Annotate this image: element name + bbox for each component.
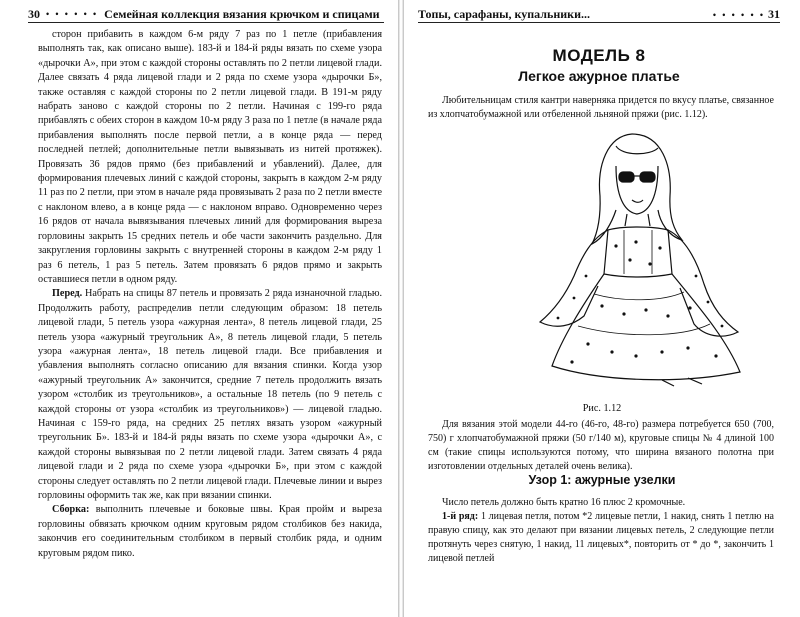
model-title: МОДЕЛЬ 8 [552, 46, 646, 65]
assembly-text: выполнить плечевые и боковые швы. Края пройм и выреза горловины обвязать крючком одним круговым рядом столбиков без накида, закончив его соединительным столбиком в первый столбик ряда, и одним круговым рядом пико. [38, 504, 382, 559]
paragraph-front [38, 287, 382, 503]
right-header-title: Топы, сарафаны, купальники... [418, 6, 590, 21]
paragraph-assembly [38, 503, 382, 561]
row-1 [428, 510, 774, 566]
row-1-label: 1-й ряд: [442, 511, 479, 522]
left-header-title: Семейная коллекция вязания крючком и спицами [104, 6, 380, 21]
front-label: Перед. [52, 288, 83, 300]
assembly-label: Сборка: [52, 504, 90, 516]
front-text: Набрать на спицы 87 петель и провязать 2 ряда изнаночной гладью. Продолжить работу, распределив петли следующим образом: 18 петель лицевой глади, 5 петель узора «ажурная лента», 8 петель лицевой глади, 25 петель узора «ажурный треугольник А», 8 петель лицевой глади, 5 петель узора «ажурная лента», 18 петель лицевой глади. Все прибавления и убавления выполнять согласно описанию для вязания спинки. Когда узор «ажурный треугольник А» закончится, средние 7 петель продолжить вязать узором «столбик из треугольников», а остальные 18 петель (по 9 петель с каждой стороны от узора «столбик из треугольников») — лицевой гладью. Начиная с 159-го ряда, на средних 25 петлях вязать узором «ажурный треугольник Б». 183-й и 184-й ряды вязать по схеме узора «дырочки А», с каждой стороны вывязывая по 2 петли лицевой глади. Затем связать 4 ряда лицевой глади и 2 ряда по схеме узора «дырочки Б», при этом с каждой стороны следует оставлять по 2 петли лицевой глади. Плечевые линии и вырез горловины оформить так же, как при вязании спинки. [38, 288, 382, 501]
stitch-count: Число петель должно быть кратно 16 плюс 2 кромочные. [442, 497, 686, 508]
left-running-head [28, 6, 384, 23]
left-page [0, 0, 398, 617]
right-page-number: 31 [768, 6, 780, 21]
left-page-number: 30 [28, 6, 40, 21]
left-body-text [38, 28, 382, 561]
paragraph-back-continued: сторон прибавить в каждом 6-м ряду 7 раз по 1 петле (прибавления выполнять так, как описано выше). 183-й и 184-й ряды вязать по схеме узора «дырочки А», при этом с каждой стороны оставлять по 2 петли лицевой глади. Далее связать 4 ряда лицевой глади и 2 ряда по схеме узора «дырочки Б», также оставляя с каждой стороны по 2 петли лицевой глади. В 191-м ряду набрать заново с каждой стороны по 2 петли. Начиная с 199-го ряда прибавлять с обеих сторон в каждом 10-м ряду 3 раза по 1 петле (в начале ряда прибавления выполнять после первой петли, а в конце ряда — перед последней петлей; дополнительные петли вывязывать из нитей протяжек). Провязать 36 рядов прямо (без прибавлений и убавлений). Далее, для формирования плечевых линий с каждой стороны, закрыть в каждом 2-м ряду 11 раз по 2 петли, при этом в начале ряда провязывать 2 раза по 2 петли вместе с наклоном влево, а в конце ряда — с наклоном вправо. Одновременно через 16 рядов от начала вывязывания плечевых линий для формирования выреза горловины закрыть 15 средних петель и обе части закончить раздельно. Для закругления горловины закрыть с внутренней стороны в каждом 2-м ряду 1 раз 6 петель, 1 раз 5 петель. Затем провязать 6 рядов прямо и закрыть оставшиеся петли в одном ряду. [38, 29, 382, 285]
dress-illustration [512, 126, 762, 388]
right-header-right [713, 7, 780, 22]
model-intro: Любительницам стиля кантри наверняка придется по вкусу платье, связанное из хлопчатобумажной или отбеленной льняной пряжи (рис. 1.12). [428, 95, 774, 120]
right-running-head [418, 6, 780, 23]
materials-paragraph: Для вязания этой модели 44-го (46-го, 48-го) размера потребуется 650 (700, 750) г хлопчатобумажной пряжи (50 г/140 м), круговые спицы № 4 длиной 100 см (такие спицы используются потому, что ширина вязаного полотна при изготовлении отдельных деталей очень велика). [428, 419, 774, 472]
figure-caption: Рис. 1.12 [582, 403, 622, 414]
row-1-text: 1 лицевая петля, потом *2 лицевые петли, 1 накид, снять 1 петлю на правую спицу, как это делают при вязании лицевых петель, 2 следующие петли протянуть через снятую, 1 накид, 11 лицевых*, повторить от * до *, закончить 1 лицевой петлей [428, 511, 774, 564]
pattern-instructions [428, 496, 774, 566]
model-heading [418, 46, 780, 84]
left-header-dots: • • • • • • [46, 9, 99, 19]
right-header-dots: • • • • • • [712, 9, 765, 20]
model-subtitle: Легкое ажурное платье [518, 68, 680, 84]
right-page [404, 0, 800, 617]
pattern-section-title: Узор 1: ажурные узелки [528, 473, 676, 487]
